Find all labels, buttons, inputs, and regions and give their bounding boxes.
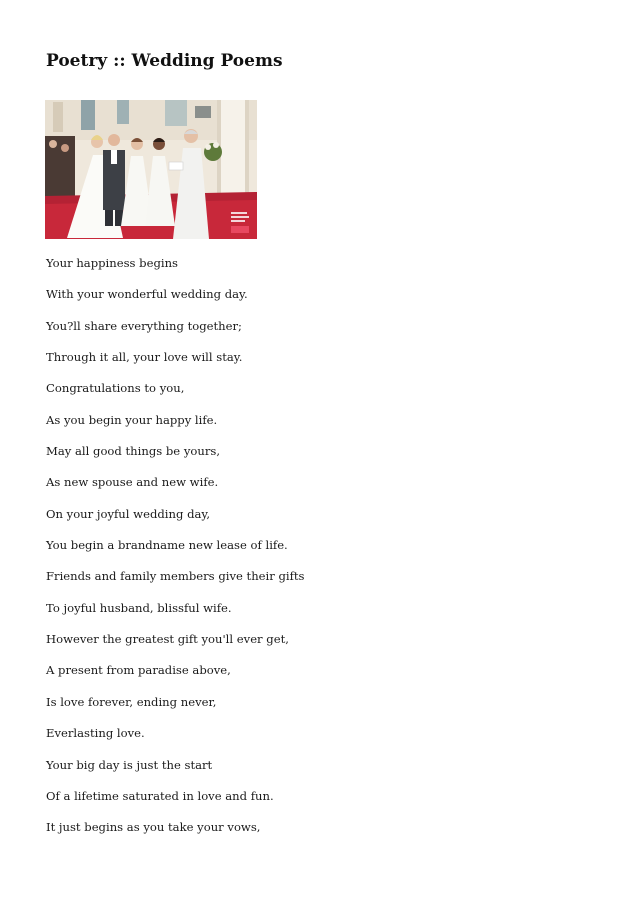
poem-line: Friends and family members give their gifts	[46, 569, 305, 584]
poem-line: As new spouse and new wife.	[46, 475, 219, 490]
wedding-photo-illustration	[45, 100, 257, 239]
wedding-photo	[45, 100, 257, 239]
poem-line: You begin a brandname new lease of life.	[46, 538, 288, 553]
poem-line: Your big day is just the start	[46, 757, 213, 772]
page-title: Poetry :: Wedding Poems	[46, 51, 283, 71]
poem-line: It just begins as you take your vows,	[46, 820, 261, 835]
poem-line: To joyful husband, blissful wife.	[46, 600, 232, 615]
poem-line: May all good things be yours,	[46, 444, 221, 459]
poem-line: You?ll share everything together;	[46, 318, 242, 333]
poem-line: Of a lifetime saturated in love and fun.	[46, 788, 274, 803]
poem-line: Congratulations to you,	[46, 381, 185, 396]
poem-line: With your wonderful wedding day.	[46, 287, 248, 302]
poem-line: Through it all, your love will stay.	[46, 350, 243, 365]
poem-line: Everlasting love.	[46, 726, 145, 741]
poem-line: On your joyful wedding day,	[46, 506, 211, 521]
poem-body	[46, 254, 305, 850]
poem-line: However the greatest gift you'll ever get,	[46, 632, 289, 647]
poem-line: Is love forever, ending never,	[46, 694, 217, 709]
poem-line: As you begin your happy life.	[46, 412, 218, 427]
poem-line: A present from paradise above,	[46, 663, 231, 678]
poem-line: Your happiness begins	[46, 256, 178, 270]
